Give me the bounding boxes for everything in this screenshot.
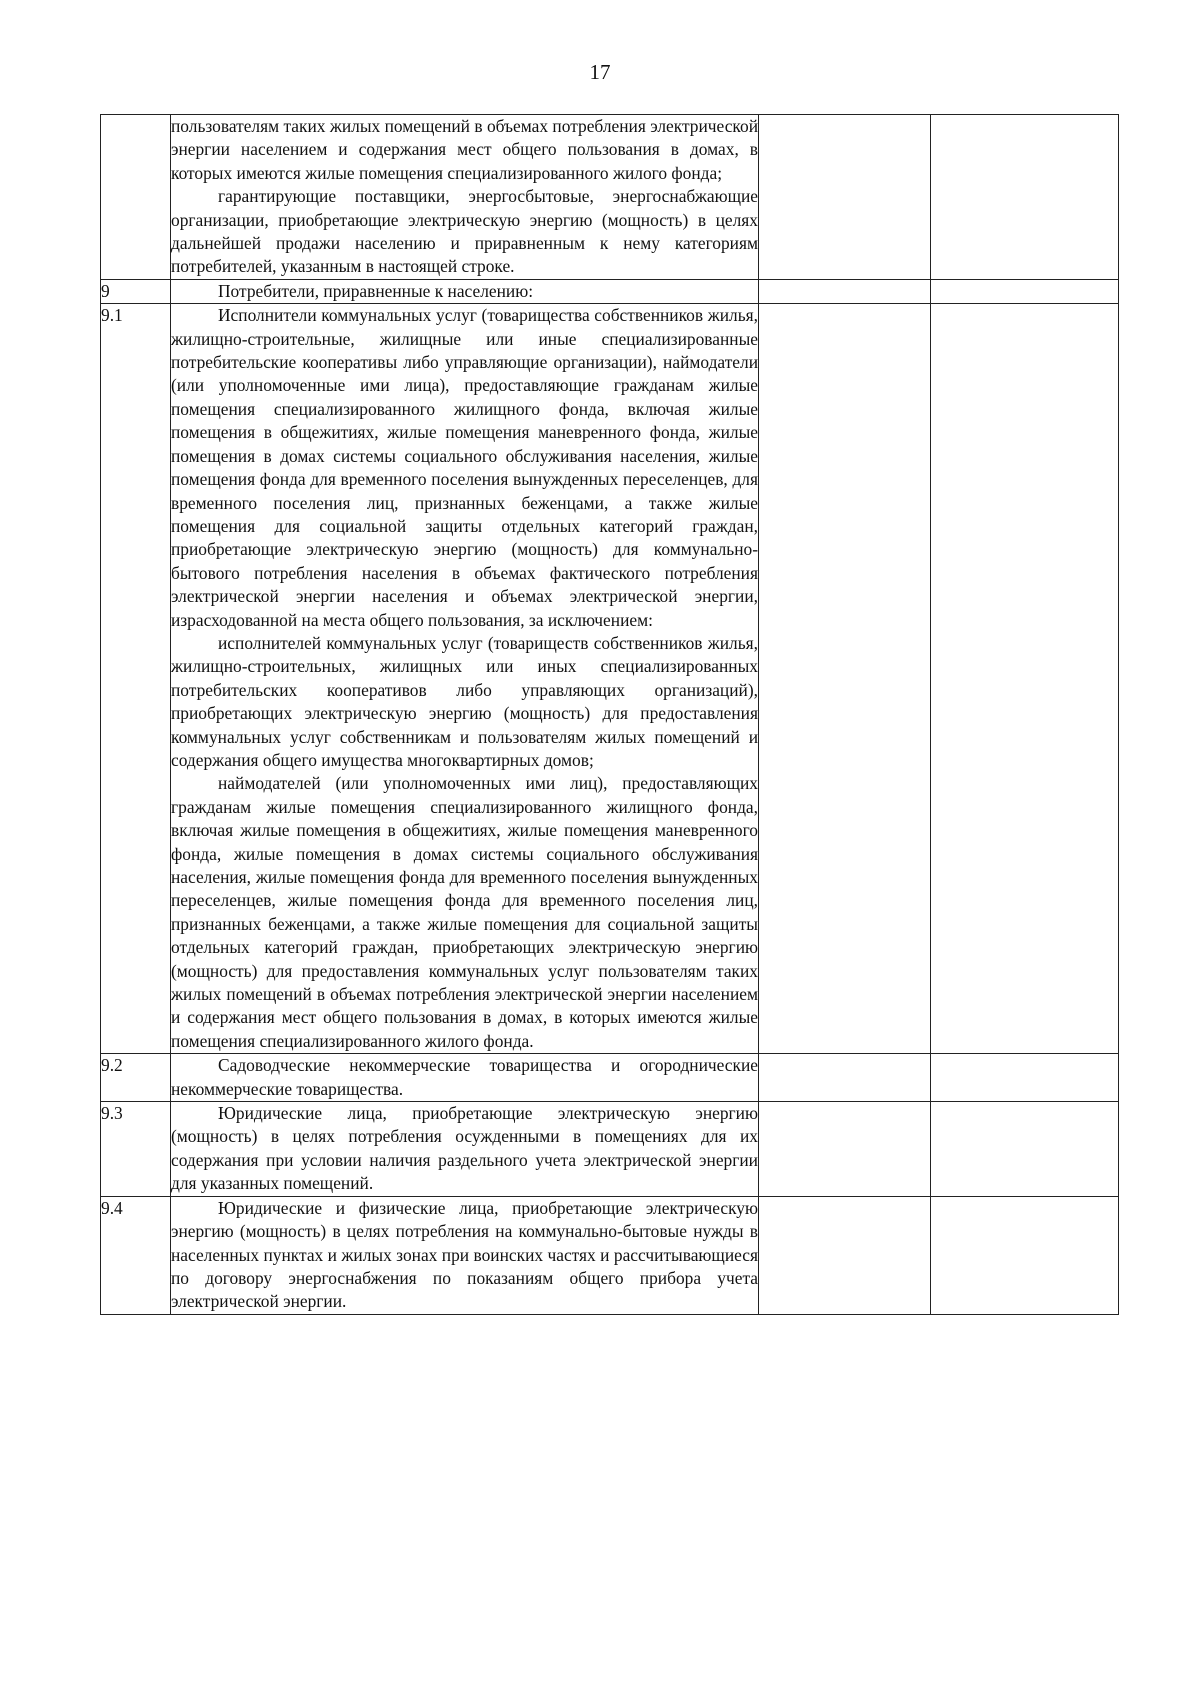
table-row <box>101 1054 1119 1102</box>
description-paragraph: Исполнители коммунальных услуг (товарищества собственников жилья, жилищно-строительные, жилищные или иные специализированные потребительские кооперативы либо управляющие организации), наймодатели (или уполномоченные ими лица), предоставляющие гражданам жилые помещения специализированного жилищного фонда, включая жилые помещения в общежитиях, жилые помещения маневренного фонда, жилые помещения в домах системы социального обслуживания населения, жилые помещения фонда для временного поселения вынужденных переселенцев, для временного поселения лиц, признанных беженцами, а также жилые помещения для социальной защиты отдельных категорий граждан, приобретающие электрическую энергию (мощность) для коммунально-бытового потребления населения в объемах фактического потребления электрической энергии населения и объемах электрической энергии, израсходованной на места общего пользования, за исключением: <box>171 305 758 630</box>
description-paragraph: наймодателей (или уполномоченных ими лиц), предоставляющих гражданам жилые помещения специализированного жилищного фонда, включая жилые помещения в общежитиях, жилые помещения маневренного фонда, жилые помещения в домах системы социального обслуживания населения, жилые помещения фонда для временного поселения вынужденных переселенцев, жилые помещения фонда для временного поселения лиц, признанных беженцами, а также жилые помещения для социальной защиты отдельных категорий граждан, приобретающих электрическую энергию (мощность) для предоставления коммунальных услуг пользователям таких жилых помещений в объемах потребления электрической энергии населением и содержания мест общего пользования в домах, в которых имеются жилые помещения специализированного жилого фонда. <box>171 773 758 1051</box>
description-paragraph: Садоводческие некоммерческие товарищества и огороднические некоммерческие товарищества. <box>171 1055 758 1099</box>
table-row <box>101 1102 1119 1197</box>
row-number-cell: 9 <box>101 279 171 303</box>
description-cell <box>171 279 759 303</box>
row-number-cell: 9.1 <box>101 304 171 1054</box>
empty-value-cell <box>759 279 931 303</box>
empty-value-cell <box>931 1054 1119 1102</box>
table-row <box>101 115 1119 280</box>
empty-value-cell <box>759 1102 931 1197</box>
description-cell <box>171 1102 759 1197</box>
description-cell <box>171 1054 759 1102</box>
empty-value-cell <box>931 115 1119 280</box>
empty-value-cell <box>931 279 1119 303</box>
description-paragraph: Потребители, приравненные к населению: <box>218 280 534 301</box>
empty-value-cell <box>931 1196 1119 1314</box>
row-number-cell <box>101 115 171 280</box>
description-paragraph: Юридические и физические лица, приобретающие электрическую энергию (мощность) в целях потребления на коммунально-бытовые нужды в населенных пунктах и жилых зонах при воинских частях и рассчитывающиеся по договору энергоснабжения по показаниям общего прибора учета электрической энергии. <box>171 1197 758 1312</box>
description-paragraph: исполнителей коммунальных услуг (товариществ собственников жилья, жилищно-строительных, жилищных или иных специализированных потребительских кооперативов либо управляющих организаций), приобретающих электрическую энергию (мощность) для предоставления коммунальных услуг собственникам и пользователям жилых помещений и содержания общего имущества многоквартирных домов; <box>171 632 758 770</box>
description-paragraph: гарантирующие поставщики, энергосбытовые, энергоснабжающие организации, приобретающие электрическую энергию (мощность) в целях дальнейшей продажи населению и приравненным к нему категориям потребителей, указанным в настоящей строке. <box>171 186 758 277</box>
empty-value-cell <box>931 1102 1119 1197</box>
row-number-cell: 9.3 <box>101 1102 171 1197</box>
table-row <box>101 279 1119 303</box>
page-number: 17 <box>589 60 611 84</box>
description-cell <box>171 1196 759 1314</box>
empty-value-cell <box>759 1054 931 1102</box>
table-body <box>101 115 1119 1315</box>
description-paragraph: Юридические лица, приобретающие электрическую энергию (мощность) в целях потребления осужденными в помещениях для их содержания при условии наличия раздельного учета электрической энергии для указанных помещений. <box>171 1103 758 1194</box>
tariff-table <box>100 114 1119 1315</box>
row-number-cell: 9.4 <box>101 1196 171 1314</box>
empty-value-cell <box>759 115 931 280</box>
empty-value-cell <box>759 304 931 1054</box>
table-row <box>101 304 1119 1054</box>
empty-value-cell <box>759 1196 931 1314</box>
description-cell <box>171 304 759 1054</box>
description-paragraph: пользователям таких жилых помещений в объемах потребления электрической энергии населением и содержания мест общего пользования в домах, в которых имеются жилые помещения специализированного жилого фонда; <box>171 116 758 183</box>
row-number-cell: 9.2 <box>101 1054 171 1102</box>
empty-value-cell <box>931 304 1119 1054</box>
table-row <box>101 1196 1119 1314</box>
description-cell <box>171 115 759 280</box>
